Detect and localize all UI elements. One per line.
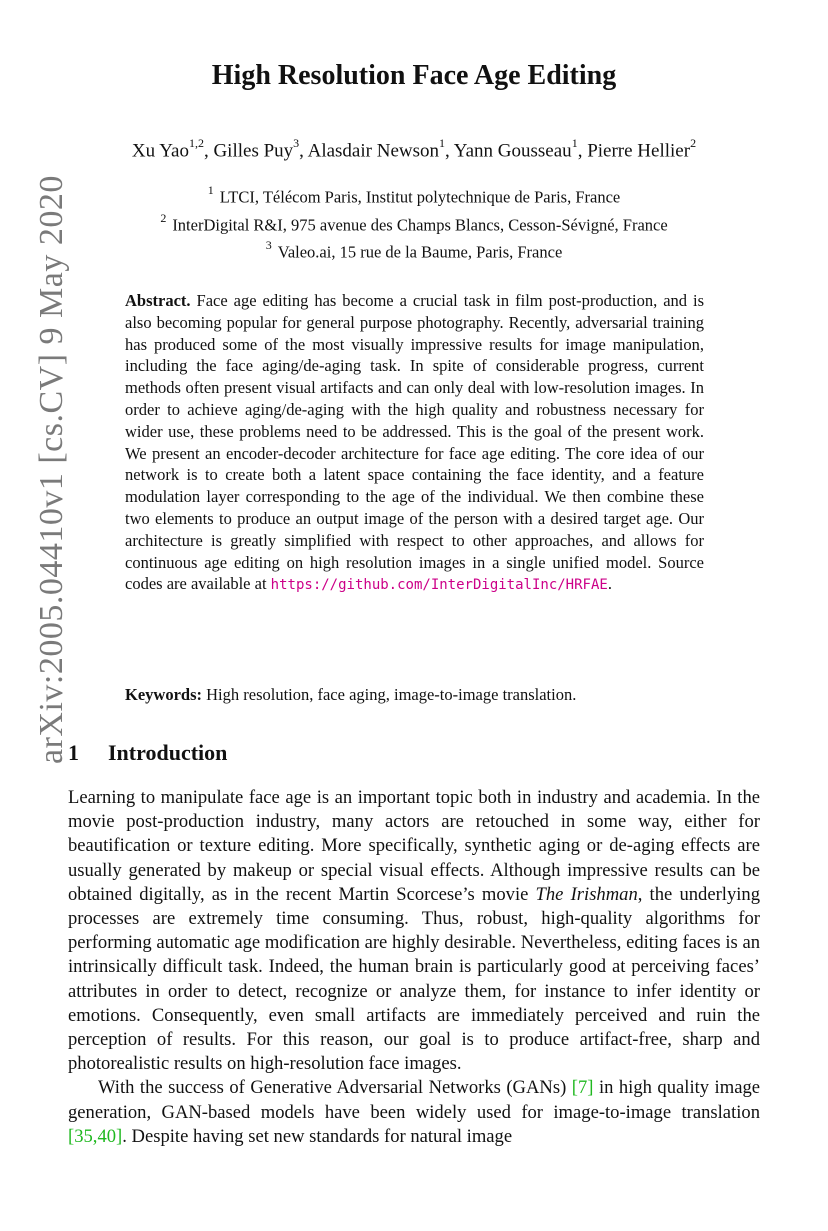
author-affil-marker: 1,2 bbox=[188, 136, 204, 150]
abstract: Abstract. Face age editing has become a crucial task in film post-production, and is also becoming popular for general purpose photography. Recently, adversarial training has produced some of the most visually impressive results for image manipulation, including the face aging/de-aging task. In spite of considerable progress, current methods often present visual artifacts and can only deal with low-resolution images. In order to achieve aging/de-aging with the high quality and robustness necessary for wider use, these problems need to be addressed. This is the goal of the present work. We present an encoder-decoder architecture for face age editing. The core idea of our network is to create both a latent space containing the face identity, and a feature modulation layer corresponding to the age of the individual. We then combine these two elements to produce an output image of the person with a desired target age. Our architecture is greatly simplified with respect to other approaches, and allows for continuous age editing on high resolution images in a single unified model. Source codes are available at https://github.com/InterDigitalInc/HRFAE. bbox=[125, 291, 704, 594]
keywords-label: Keywords: bbox=[125, 685, 202, 704]
author-list: Xu Yao$^{1,2}$, Gilles Puy$^3$, Alasdair Newson$^1$, Yann Gousseau$^1$, Pierre Hellier$^2$ bbox=[131, 136, 697, 162]
affiliation-text: InterDigital R&I, 975 avenue des Champs Blancs, Cesson-Sévigné, France bbox=[172, 215, 668, 234]
author-name: Pierre Hellier bbox=[587, 140, 691, 162]
author-name: Gilles Puy bbox=[213, 140, 294, 162]
affiliation-marker: 1 bbox=[207, 183, 214, 197]
author-affil-marker: 1 bbox=[571, 136, 578, 150]
citation-link[interactable]: [7] bbox=[571, 1077, 594, 1099]
keywords-text: High resolution, face aging, image-to-image translation. bbox=[206, 685, 577, 704]
author-affil-marker: 2 bbox=[690, 136, 697, 150]
section-number: 1 bbox=[68, 740, 79, 765]
affiliation-marker: 3 bbox=[265, 238, 272, 252]
paragraph: Learning to manipulate face age is an important topic both in industry and academia. In the movie post-production industry, many actors are retouched in some way, either for beautification or texture editing. More specifically, synthetic aging or de-aging effects are usually generated by makeup or special visual effects. Although impressive results can be obtained digitally, as in the recent Martin Scorcese’s movie The Irishman, the underlying processes are extremely time consuming. Thus, robust, high-quality algorithms for performing automatic age modification are highly desirable. Nevertheless, editing faces is an intrinsically difficult task. Indeed, the human brain is particularly good at perceiving faces’ attributes in order to detect, recognize or analyze them, for instance to infer identity or emotions. Consequently, even small artifacts are immediately perceived and ruin the perception of results. For this reason, our goal is to produce artifact-free, sharp and photorealistic results on high-resolution face images. bbox=[68, 787, 760, 1075]
author-name: Yann Gousseau bbox=[453, 140, 572, 162]
author-name: Xu Yao bbox=[131, 140, 189, 162]
citation-link[interactable]: 40 bbox=[97, 1125, 117, 1147]
paragraph: With the success of Generative Adversarial Networks (GANs) [7] in high quality image generation, GAN-based models have been widely used for image-to-image translation [35,40]. Despite having set new standards for natural image bbox=[68, 1077, 760, 1147]
author-affil-marker: 1 bbox=[439, 136, 445, 150]
section-heading bbox=[68, 740, 227, 766]
abstract-label: Abstract. bbox=[125, 291, 191, 310]
movie-title: The Irishman bbox=[535, 883, 638, 905]
paper-title: High Resolution Face Age Editing bbox=[211, 60, 617, 91]
author-affil-marker: 3 bbox=[293, 136, 300, 150]
affiliation-text: LTCI, Télécom Paris, Institut polytechnique de Paris, France bbox=[219, 187, 621, 207]
arxiv-stamp-text: arXiv:2005.04410v1 [cs.CV] 9 May 2020 bbox=[33, 175, 70, 764]
introduction-body bbox=[68, 786, 760, 1149]
source-code-link[interactable]: https://github.com/InterDigitalInc/HRFAE bbox=[270, 577, 608, 594]
affiliation-text: Valeo.ai, 15 rue de la Baume, Paris, France bbox=[277, 242, 563, 262]
affiliation bbox=[0, 236, 828, 264]
affiliation-list bbox=[0, 181, 828, 264]
affiliation bbox=[0, 209, 828, 237]
keywords bbox=[125, 684, 704, 706]
arxiv-stamp bbox=[33, 64, 70, 764]
citation-link[interactable]: 35 bbox=[74, 1125, 93, 1147]
section-title: Introduction bbox=[108, 740, 228, 765]
abstract-text: Face age editing has become a crucial task in film post-production, and is also becoming popular for general purpose photography. Recently, adversarial training has produced some of the most visually impressive results for image manipulation, including the face aging/de-aging task. In spite of considerable progress, current methods often present visual artifacts and can only deal with low-resolution images. In order to achieve aging/de-aging with the high quality and robustness necessary for wider use, these problems need to be addressed. This is the goal of the present work. We present an encoder-decoder architecture for face age editing. The core idea of our network is to create both a latent space containing the face identity, and a feature modulation layer corresponding to the age of the individual. We then combine these two elements to produce an output image of the person with a desired target age. Our architecture is greatly simplified with respect to other approaches, and allows for continuous age editing on high resolution images in a single unified model. Source codes are available at bbox=[125, 291, 704, 594]
affiliation-marker: 2 bbox=[160, 210, 167, 225]
author-name: Alasdair Newson bbox=[307, 140, 439, 162]
affiliation bbox=[0, 181, 828, 209]
